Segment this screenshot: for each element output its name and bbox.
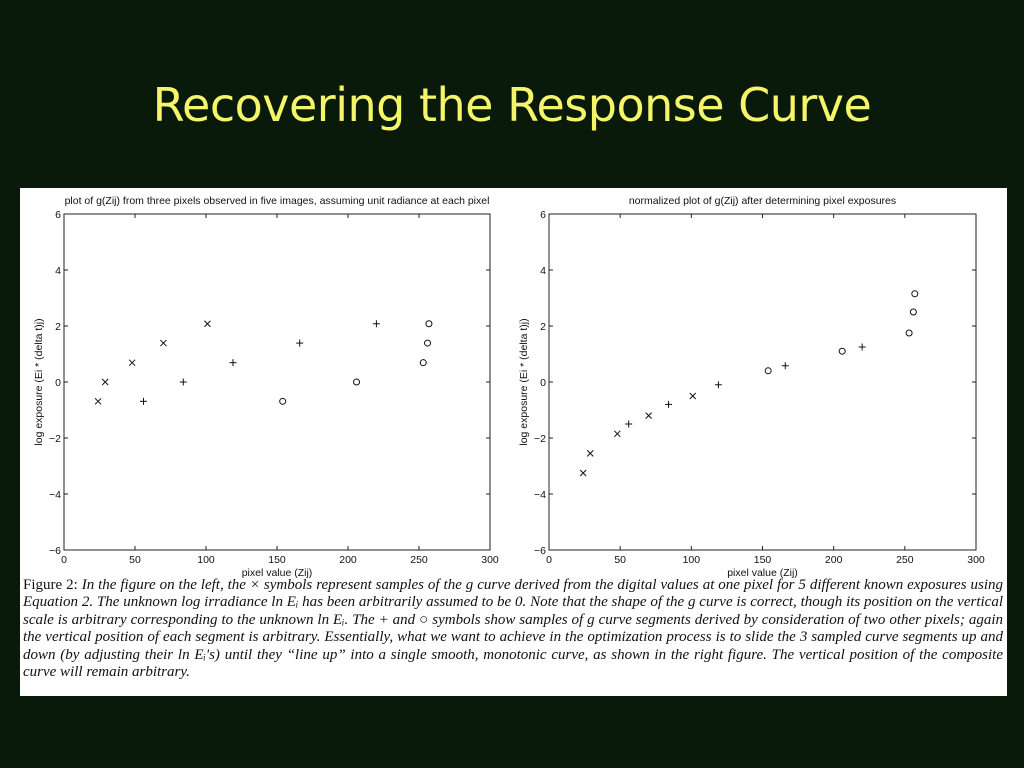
plots-canvas [20, 188, 1007, 578]
data-point-plus [140, 398, 147, 405]
data-point-x [204, 321, 210, 327]
data-point-circle [425, 340, 431, 346]
x-tick-label: 0 [546, 554, 552, 566]
y-tick-label: −6 [534, 545, 546, 557]
x-tick-label: 200 [824, 554, 843, 566]
x-tick-label: 250 [896, 554, 914, 566]
y-tick-label: 4 [55, 265, 61, 277]
x-axis-label: pixel value (Zij) [727, 567, 798, 578]
data-point-x [587, 450, 593, 456]
y-tick-label: 6 [540, 209, 546, 221]
x-tick-label: 200 [339, 554, 357, 566]
data-point-x [95, 398, 101, 404]
data-point-x [580, 470, 586, 476]
data-point-x [129, 360, 135, 366]
x-tick-label: 0 [61, 554, 67, 566]
y-axis-label: log exposure (Ei * (delta t)j) [33, 318, 45, 446]
chart-title: normalized plot of g(Zij) after determining pixel exposures [628, 195, 897, 207]
data-point-plus [296, 340, 303, 347]
data-point-plus [782, 362, 789, 369]
data-point-circle [912, 291, 918, 297]
data-point-x [690, 393, 696, 399]
caption-label: Figure 2: [23, 577, 78, 593]
figure-panel [20, 188, 1007, 696]
x-tick-label: 300 [481, 554, 499, 566]
data-point-plus [625, 421, 632, 428]
y-tick-label: −4 [534, 489, 546, 501]
y-tick-label: 2 [55, 321, 61, 333]
y-tick-label: −2 [49, 433, 61, 445]
plot-frame [549, 214, 976, 550]
y-tick-label: 4 [540, 265, 546, 277]
data-point-circle [910, 309, 916, 315]
x-tick-label: 150 [268, 554, 286, 566]
plot-frame [64, 214, 490, 550]
caption-text: In the figure on the left, the × symbols represent samples of the g curve derived from the digital values at one pixel for 5 different known exposures using Equation 2. The unknown log irradiance ln Eᵢ has been arbitrarily assumed to be 0. Note that the shape of the g curve is correct, though its position on the vertical scale is arbitrary corresponding to the unknown ln Eᵢ. The + and ○ symbols show samples of g curve segments derived by consideration of two other pixels; again the vertical position of each segment is arbitrary. Essentially, what we want to achieve in the optimization process is to slide the 3 sampled curve segments up and down (by adjusting their ln Eᵢ's) until they “line up” into a single smooth, monotonic curve, as shown in the right figure. The vertical position of the composite curve will remain arbitrary. [23, 577, 1003, 681]
x-axis-label: pixel value (Zij) [241, 567, 313, 578]
chart-1 [33, 195, 499, 578]
data-point-circle [420, 360, 426, 366]
y-tick-label: 6 [55, 209, 61, 221]
data-point-circle [906, 330, 912, 336]
data-point-circle [839, 348, 845, 354]
x-tick-label: 100 [682, 554, 701, 566]
x-tick-label: 250 [410, 554, 428, 566]
slide-title: Recovering the Response Curve [152, 78, 872, 132]
y-tick-label: −6 [49, 545, 61, 557]
data-point-circle [354, 379, 360, 385]
data-point-x [160, 340, 166, 346]
y-axis-label: log exposure (Ei * (delta t)j) [518, 318, 530, 446]
data-point-x [646, 413, 652, 419]
chart-2 [518, 195, 985, 578]
x-tick-label: 100 [197, 554, 215, 566]
x-tick-label: 300 [967, 554, 985, 566]
y-tick-label: 0 [55, 377, 61, 389]
data-point-circle [426, 321, 432, 327]
data-point-circle [280, 398, 286, 404]
y-tick-label: 0 [540, 377, 546, 389]
x-tick-label: 50 [614, 554, 627, 566]
x-tick-label: 50 [129, 554, 141, 566]
x-tick-label: 150 [753, 554, 772, 566]
figure-caption [23, 577, 1003, 681]
data-point-plus [715, 381, 722, 388]
chart-title: plot of g(Zij) from three pixels observed in five images, assuming unit radiance at each pixel [64, 195, 490, 207]
data-point-circle [765, 368, 771, 374]
data-point-x [614, 431, 620, 437]
data-point-plus [229, 359, 236, 366]
y-tick-label: 2 [540, 321, 546, 333]
data-point-plus [373, 320, 380, 327]
data-point-x [102, 379, 108, 385]
y-tick-label: −4 [49, 489, 61, 501]
data-point-plus [665, 401, 672, 408]
data-point-plus [180, 379, 187, 386]
data-point-plus [859, 344, 866, 351]
y-tick-label: −2 [534, 433, 546, 445]
